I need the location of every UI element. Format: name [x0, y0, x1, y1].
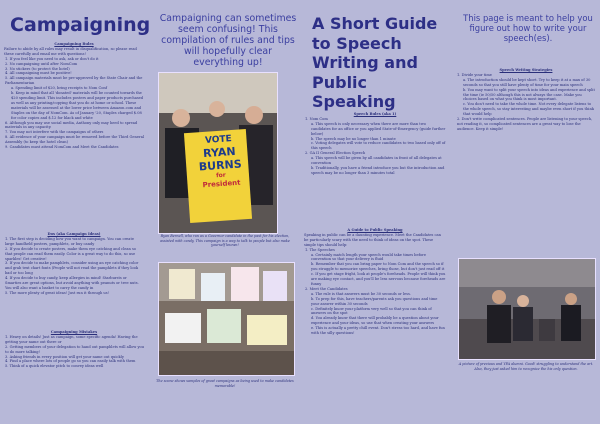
rule-item: b. Keep in mind that all 'donated' materials will be counted towards the $20 spending limit. This includes posters and paper products purchased as well as any printing/copying that you do at home or school. These materials will be assessed at the lower price between Amazon.com and Staples on the day of NomCom. As of January '20, Staples charged $.08 for color copies and $.12 for black and white: [11, 91, 144, 120]
speech-rule-item: 1. Nom Com: [305, 116, 328, 121]
strategies-list: [456, 73, 596, 132]
campaign-idea-item: 1. The first step is deciding how you want to campaign. You can create large handheld posters, pamphlets, or buy candy: [5, 236, 135, 246]
rules-heading: Campaigning Rules: [54, 42, 94, 46]
campaign-idea-item: 3. If you decide to make pamphlets, consider using an eye catching color and grab text chart fonts (People will not read the pamphlets if they look bad or too long: [5, 261, 139, 276]
campaign-tip-item: 3. Asking friends in every position will get your name out quickly: [5, 354, 124, 359]
strategy-item: 1. Divide your time: [457, 72, 492, 77]
alumni-photo: [458, 258, 596, 360]
speech-rule-item: b. The speech may be no longer than 1 minute: [311, 136, 396, 141]
campaign-tip-item: 5. Think of a quick elevator pitch to convey ideas well: [5, 364, 104, 369]
speech-rule-item: a. This speech will be given by all candidates in front of all delegates at convention: [311, 156, 442, 166]
campaign-idea-item: 5. The more plenty of great ideas! Just run it through us!: [5, 290, 110, 295]
campaign-tip-item: 4. Find a place where lots of people go so you can easily talk with them: [5, 359, 136, 364]
rules-list: [4, 57, 144, 150]
poster-word: RYAN: [202, 144, 237, 161]
rule-item: 6. Although you may use social media, Anthony only may heed to spread materials in any capacity.: [5, 120, 138, 130]
speech-rules-list: [304, 117, 446, 176]
poster-word: VOTE: [204, 134, 233, 146]
strategy-item: a. The introduction should be kept short. Try to keep it at a max of 30 seconds so that you still have plenty of time for your main speech: [463, 77, 591, 87]
campaign-tip-item: 1. Heavy on details! Just as campaign, some specific agenda! Having the getting your name out there or: [5, 334, 138, 344]
rules-block: [4, 42, 144, 150]
strategy-item: b. You may want to split your speech into ideas and experience and split the time (ie 50/50 although this is not always the case. Make you choices based on what you think is most important.: [463, 87, 595, 102]
public-speaking-item: c. If you get stage fright, look at people's foreheads. People will think you are making eye contact, and you'll be less nervous because foreheads are funny: [311, 272, 446, 286]
dos-list: [4, 237, 144, 296]
poster-display-photo: [158, 262, 295, 376]
campaign-tip-item: 2. Getting members of your delegation to hand out pamphlets will allow you to do more talking!: [5, 344, 145, 354]
strategies-block: [456, 68, 596, 132]
guide-title: A Short Guide to Speech Writing and Public Speaking: [312, 14, 438, 111]
rule-item: 8. All evidence of your campaign must be removed before the Third General Assembly (to keep the hotel clean): [5, 135, 144, 145]
dos-heading: Dos (aka Campaign Ideas): [47, 232, 101, 236]
public-speaking-item: d. You already know that there will probably be a question about your experience and your ideas, so use that when creating your answers: [311, 316, 439, 326]
speech-rules-heading: Speech Rules (aka 1): [353, 112, 397, 116]
donts-heading: Campaigning Mistakes: [50, 330, 98, 334]
speech-rules-block: [304, 112, 446, 176]
speech-rule-item: a. This speech is only necessary when there are more than two candidates for an office or you applied State-of-Emergency (guide further below): [311, 121, 446, 136]
campaign-idea-item: 4. If you decide to buy candy, keep allergies in mind! Starbursts or Smarties are great options, but avoid anything with peanuts or tree nuts. You will also want a basket to carry the candy in: [5, 276, 139, 290]
poster-photo-caption: Ryan Bernell, who ran as a Governor candidate in the past for his election, assisted with candy. This campaign is a way to talk to people but also make yourself known!: [160, 234, 290, 247]
public-speaking-item: b. Remember that you can bring paper to Nom Com and the speech so if you struggle to memorize speeches, bring those, but don't just read off it: [311, 262, 445, 272]
rule-item: 1. If you feel like you need to ask, ask or don't do it: [5, 56, 99, 61]
poster-sign: [191, 133, 249, 191]
rule-item: 4. All campaigning must be positive!: [5, 71, 72, 76]
public-speaking-item: a. Certainly match length your speech would take times before convention so that your delivery is fluid: [311, 252, 426, 262]
public-speaking-list: [304, 248, 446, 336]
public-speaking-intro: Speaking in public can be a daunting experience. Meet the Candidates can be particularly scary with the need to think of ideas on the spot. These simple tips should help:: [304, 232, 441, 247]
strategy-item: 2. Don't write complicated sentences. People are listening to your speech, not reading it, so complicated sentences are a great way to lose the audience. Keep it simple!: [457, 117, 593, 131]
poster-word: BURNS: [198, 157, 243, 174]
rule-item: a. Spending limit of $20, bring receipts to Nom Conf: [11, 86, 108, 91]
dos-block: [4, 232, 144, 296]
rule-item: 7. You may not interfere with the campaigns of others: [5, 130, 104, 135]
public-speaking-item: 2. Meet the Candidates: [305, 286, 348, 291]
campaign-handwritten-note: Campaigning can sometimes seem confusing! This compilation of rules and tips will hopefully clear everything up!: [159, 13, 297, 68]
public-speaking-item: 1. The Speeches: [305, 247, 335, 252]
donts-block: [4, 330, 144, 369]
speech-rule-item: b. Traditionally, you have a friend introduce you but the introduction and speech may be no longer than 3 minutes total: [311, 165, 445, 175]
poster-word: for: [215, 171, 227, 180]
rule-item: 2. No campaigning until after NomCom: [5, 61, 78, 66]
alumni-photo-caption: A picture of previous and YPA alumni. Good! struggling to understand the art. Also, they just asked him to recognize the his only question.: [458, 362, 594, 371]
campaign-poster-photo: [158, 72, 278, 234]
rule-item: 3. No stickers (to protect the hotel): [5, 66, 70, 71]
campaign-idea-item: 2. If you decide to create posters, make them eye catching and clean so that people can read them easily. Color is a great way to do this, so use sparkles! Get creative!: [5, 246, 136, 261]
public-speaking-item: b. To prep for this, have teachers/parents ask you questions and time your answer within 30 seconds: [311, 296, 438, 306]
public-speaking-item: e. This is actually a pretty chill event. Don't stress too hard, and have fun with the silly questions!: [311, 326, 445, 336]
strategies-handwritten-note: This page is meant to help you figure out how to write your speech(es).: [463, 13, 593, 43]
public-speaking-heading: A Guide to Public Speaking: [347, 228, 403, 232]
public-speaking-block: [304, 228, 446, 336]
poster-word: President: [202, 178, 241, 190]
rules-intro: Failure to abide by all rules may result in disqualification, so please read these carefully and email me with questions!: [4, 46, 137, 56]
rule-item: 5. All campaign materials must be pre-approved by the State Chair and the Parliamentarian: [5, 76, 143, 86]
poster-display-caption: The scene shows samples of great campaigns as being used to make candidates memorable!: [156, 379, 294, 388]
campaigning-title: Campaigning: [10, 14, 151, 36]
public-speaking-item: c. Definitely know your platform very well so that you can think of answers on the spot: [311, 306, 432, 316]
strategy-item: c. You don't need to take the whole time. Not every delegate listens to the whole speech, so stay interesting and maybe even short if you think that would help: [463, 102, 594, 117]
donts-list: [4, 335, 144, 369]
speech-rule-item: 2. GA II General Election Speech: [305, 151, 366, 156]
strategies-heading: Speech Writing Strategies: [499, 68, 553, 72]
rule-item: 9. Candidates must attend NomCom and Meet the Candidates: [5, 145, 119, 150]
speech-rule-item: c. Voting delegates will vote to reduce candidates to two based only off of this speech: [311, 141, 446, 151]
public-speaking-item: a. The rule is that answers must be 30 seconds or less.: [311, 291, 412, 296]
